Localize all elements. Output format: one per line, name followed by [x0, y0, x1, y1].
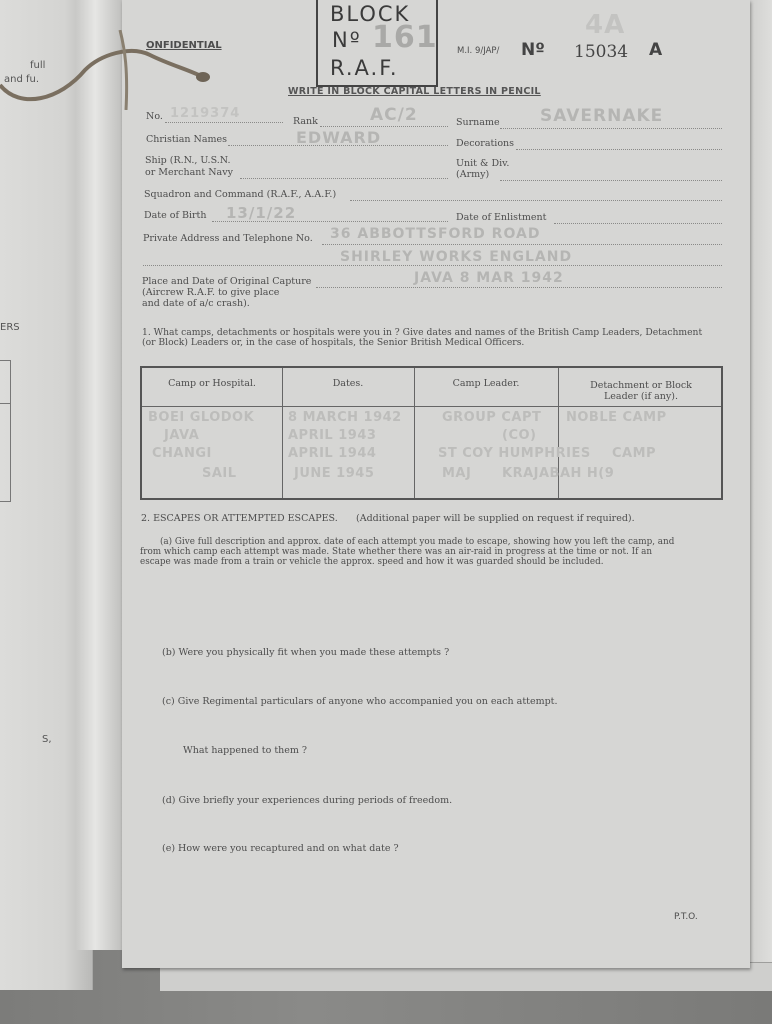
christian-names-label: Christian Names [146, 134, 227, 145]
squadron-label: Squadron and Command (R.A.F., A.A.F.) [144, 189, 337, 200]
table-cell: ST COY HUMPHRIES [438, 446, 591, 461]
section2-heading-note: (Additional paper will be supplied on request if required). [356, 513, 635, 524]
question-c-followup: What happened to them ? [183, 745, 308, 756]
decorations-line [516, 149, 722, 150]
question-c: (c) Give Regimental particulars of anyone who accompanied you on each attempt. [162, 696, 558, 707]
no-value: 1219374 [170, 106, 241, 121]
stamp-handwritten-number: 161 [372, 20, 438, 55]
col-header-camp: Camp or Hospital. [168, 378, 256, 389]
section1-question-line2: (or Block) Leaders or, in the case of hospitals, the Senior British Medical Officers. [142, 337, 525, 348]
table-cell: NOBLE CAMP [566, 410, 667, 425]
capture-label-1: Place and Date of Original Capture [142, 276, 312, 287]
question-e: (e) How were you recaptured and on what date ? [162, 843, 399, 854]
left-table-fragment [0, 360, 11, 502]
left-fragment: and fu. [4, 74, 40, 85]
pto-label: P.T.O. [674, 912, 698, 922]
capture-line [316, 287, 722, 288]
squadron-line [350, 200, 722, 201]
unit-label-2: (Army) [456, 169, 490, 180]
address-line-2 [143, 265, 722, 266]
header-divider [142, 406, 721, 407]
stamp-no-text: Nº [332, 28, 362, 52]
stamp-block-text: BLOCK [330, 2, 411, 26]
table-cell: SAIL [202, 466, 237, 481]
table-cell: JAVA [164, 428, 200, 443]
table-cell: (CO) [502, 428, 537, 443]
address-value-2: SHIRLEY WORKS ENGLAND [340, 249, 573, 265]
decorations-label: Decorations [456, 138, 515, 149]
ship-line [240, 178, 448, 179]
no-field-line [165, 122, 283, 123]
binder-fold [76, 0, 124, 950]
surname-value: SAVERNAKE [540, 106, 664, 126]
rank-field-line [320, 126, 448, 127]
serial-no-label: Nº [521, 40, 545, 60]
serial-number: 15034 [574, 42, 629, 62]
left-fragment: full [30, 60, 46, 71]
table-cell: MAJ [442, 466, 472, 481]
col-header-leader: Camp Leader. [452, 378, 520, 389]
address-line-1 [322, 244, 722, 245]
ship-label-2: or Merchant Navy [145, 167, 233, 178]
table-cell: JUNE 1945 [294, 466, 375, 481]
table-cell: GROUP CAPT [442, 410, 542, 425]
question-a-line3: escape was made from a train or vehicle the approx. speed and how it was guarded should be included. [140, 557, 604, 567]
no-label: No. [146, 111, 163, 122]
corner-pencil-mark: 4A [585, 10, 626, 40]
table-cell: APRIL 1943 [288, 428, 377, 443]
address-value-1: 36 ABBOTTSFORD ROAD [330, 226, 541, 242]
table-cell: APRIL 1944 [288, 446, 377, 461]
rank-value: AC/2 [370, 105, 418, 125]
rank-label: Rank [293, 116, 318, 127]
serial-suffix: A [649, 40, 663, 60]
question-a-line1: (a) Give full description and approx. date of each attempt you made to escape, showing how you left the camp, and [160, 537, 675, 547]
left-fragment: S, [42, 734, 52, 745]
question-a-line2: from which camp each attempt was made. State whether there was an air-raid in progress at the time or not. If an [140, 547, 653, 557]
question-d: (d) Give briefly your experiences during periods of freedom. [162, 795, 453, 806]
table-cell: KRAJABAH H(9 [502, 466, 615, 481]
ship-label-1: Ship (R.N., U.S.N. [145, 155, 231, 166]
capture-value: JAVA 8 MAR 1942 [414, 270, 564, 286]
col-header-detachment: Detachment or Block Leader (if any). [590, 380, 692, 402]
address-label: Private Address and Telephone No. [143, 233, 313, 244]
form-reference: M.I. 9/JAP/ [457, 46, 500, 56]
surname-label: Surname [456, 117, 500, 128]
enlistment-line [554, 223, 722, 224]
capture-label-3: and date of a/c crash). [142, 298, 250, 309]
unit-line [500, 180, 722, 181]
dob-value: 13/1/22 [226, 204, 297, 222]
question-b: (b) Were you physically fit when you made these attempts ? [162, 647, 450, 658]
surname-field-line [500, 128, 722, 129]
christian-names-value: EDWARD [296, 128, 382, 147]
table-cell: CHANGI [152, 446, 212, 461]
section2-heading: 2. ESCAPES OR ATTEMPTED ESCAPES. [141, 513, 338, 524]
block-capitals-instruction: WRITE IN BLOCK CAPITAL LETTERS IN PENCIL [288, 86, 541, 97]
left-fragment: ERS [0, 322, 20, 333]
unit-label-1: Unit & Div. [456, 158, 510, 169]
camps-table [140, 366, 723, 500]
capture-label-2: (Aircrew R.A.F. to give place [142, 287, 280, 298]
enlistment-label: Date of Enlistment [456, 212, 547, 223]
table-cell: BOEI GLODOK [148, 410, 255, 425]
stamp-raf-text: R.A.F. [330, 56, 399, 80]
confidential-label: ONFIDENTIAL [146, 40, 222, 51]
left-table-rule [0, 403, 10, 404]
table-cell: 8 MARCH 1942 [288, 410, 402, 425]
dob-label: Date of Birth [144, 210, 207, 221]
table-cell: CAMP [612, 446, 657, 461]
col-header-dates: Dates. [332, 378, 364, 389]
section1-question-line1: 1. What camps, detachments or hospitals were you in ? Give dates and names of the British Camp Leaders, Detachment [142, 327, 703, 338]
